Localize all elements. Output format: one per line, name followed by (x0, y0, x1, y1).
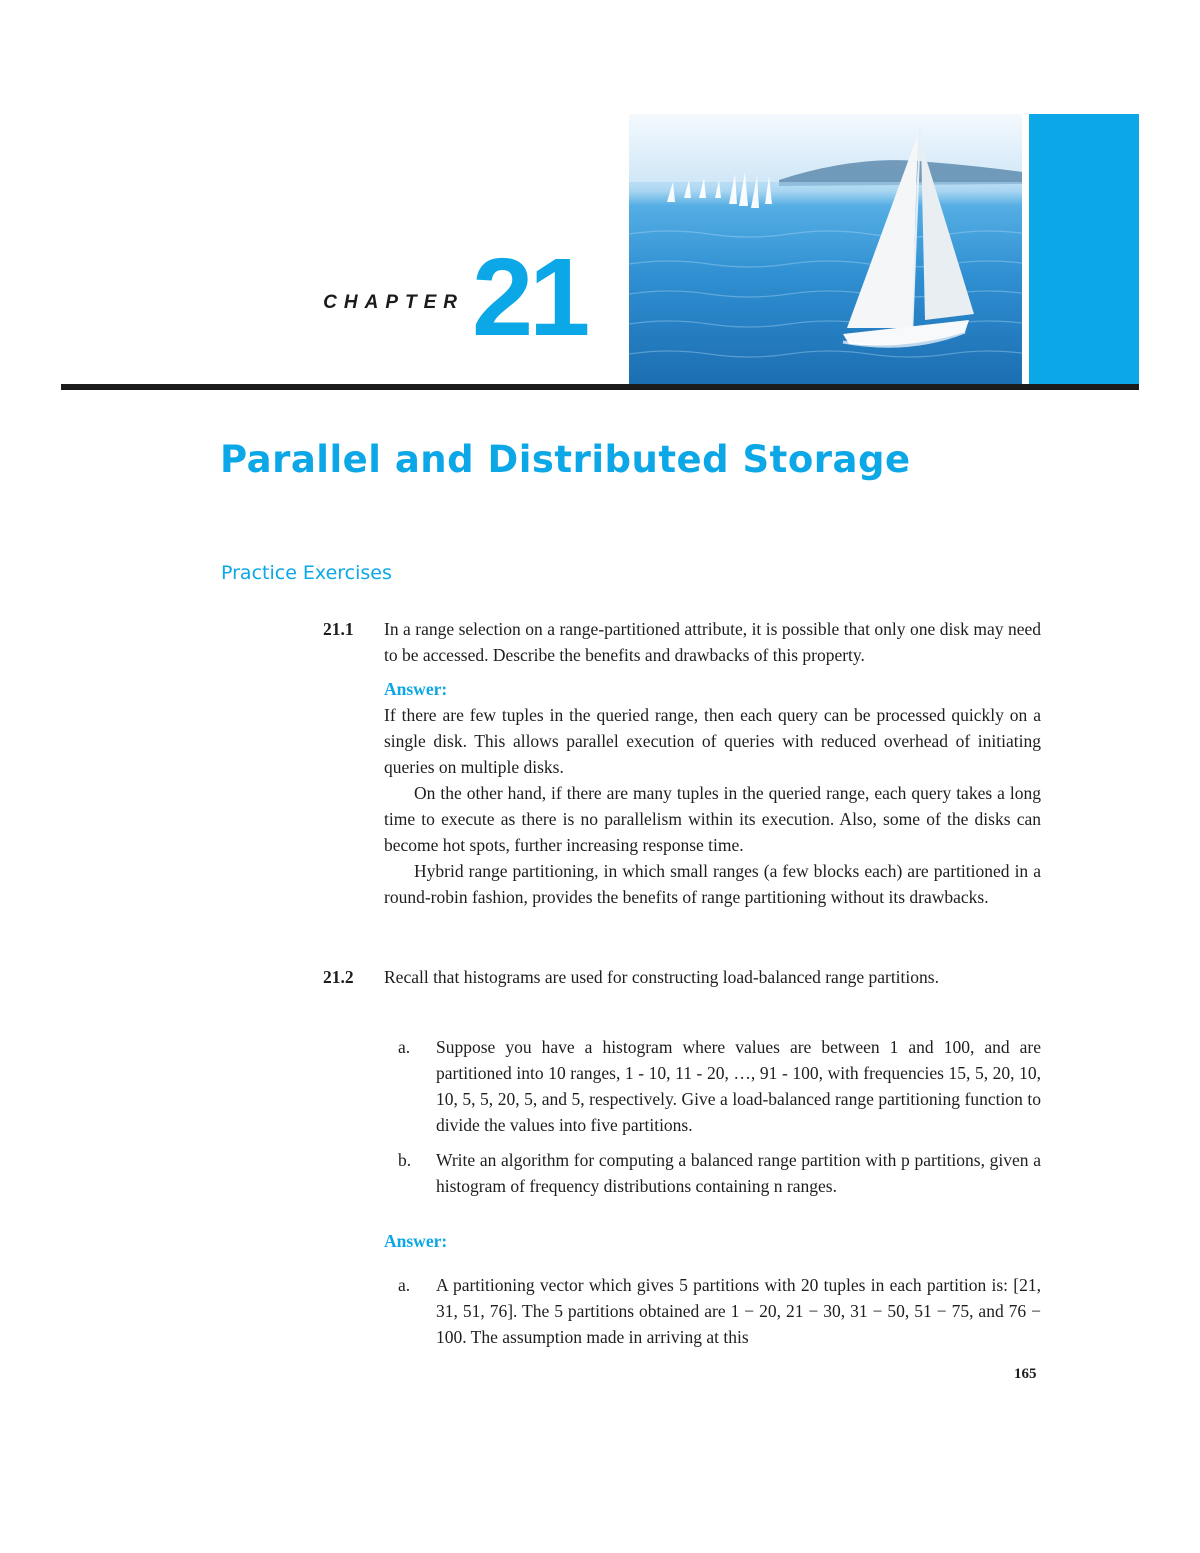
chapter-label: CHAPTER (323, 292, 464, 313)
exercise-number: 21.2 (323, 967, 354, 987)
item-text: Write an algorithm for computing a balanced range partition with p partitions, given a histogram of frequency distributions containing n ranges. (436, 1150, 1041, 1196)
answer-paragraph: If there are few tuples in the queried range, then each query can be processed quickly on a single disk. This allows parallel execution of queries with reduced overhead of initiating queries on multiple disks. (384, 705, 1041, 777)
exercise-21-1 (384, 616, 1041, 910)
answer-paragraph: Hybrid range partitioning, in which small ranges (a few blocks each) are partitioned in a round-robin fashion, provides the benefits of range partitioning without its drawbacks. (384, 861, 1041, 907)
answer-paragraph: On the other hand, if there are many tuples in the queried range, each query takes a long time to execute as there is no parallelism within its execution. Also, some of the disks can become hot spots, further increasing response time. (384, 783, 1041, 855)
item-text: Suppose you have a histogram where values are between 1 and 100, and are partitioned into 10 ranges, 1 - 10, 11 - 20, …, 91 - 100, with frequencies 15, 5, 20, 10, 10, 5, 5, 20, 5, and 5, respectively. Give a load-balanced range partitioning function to divide the values into five partitions. (436, 1037, 1041, 1135)
page-number: 165 (1014, 1366, 1037, 1382)
sailboat-illustration (629, 114, 1022, 384)
section-heading: Practice Exercises (221, 562, 392, 584)
exercise-question: Recall that histograms are used for constructing load-balanced range partitions. (384, 967, 939, 987)
answer-label: Answer: (384, 679, 448, 699)
item-letter: a. (398, 1037, 411, 1057)
item-text: A partitioning vector which gives 5 partitions with 20 tuples in each partition is: [21, 31, 51, 76]. The 5 partitions obtained are 1 − 20, 21 − 30, 31 − 50, 51 − 75, and 76 − 100. The assumption made in arriving at this (436, 1275, 1041, 1347)
exercise-21-2 (384, 964, 1041, 990)
answer-label: Answer: (384, 1231, 448, 1251)
page-title: Parallel and Distributed Storage (220, 438, 911, 481)
sailboat-photo (629, 114, 1022, 384)
chapter-color-block (1029, 114, 1139, 390)
item-letter: b. (398, 1150, 412, 1170)
chapter-number: 21 (472, 236, 587, 359)
header-rule (61, 384, 1139, 390)
exercise-question: In a range selection on a range-partitioned attribute, it is possible that only one disk may need to be accessed. Describe the benefits and drawbacks of this property. (384, 619, 1041, 665)
item-letter: a. (398, 1275, 411, 1295)
exercise-number: 21.1 (323, 619, 354, 639)
